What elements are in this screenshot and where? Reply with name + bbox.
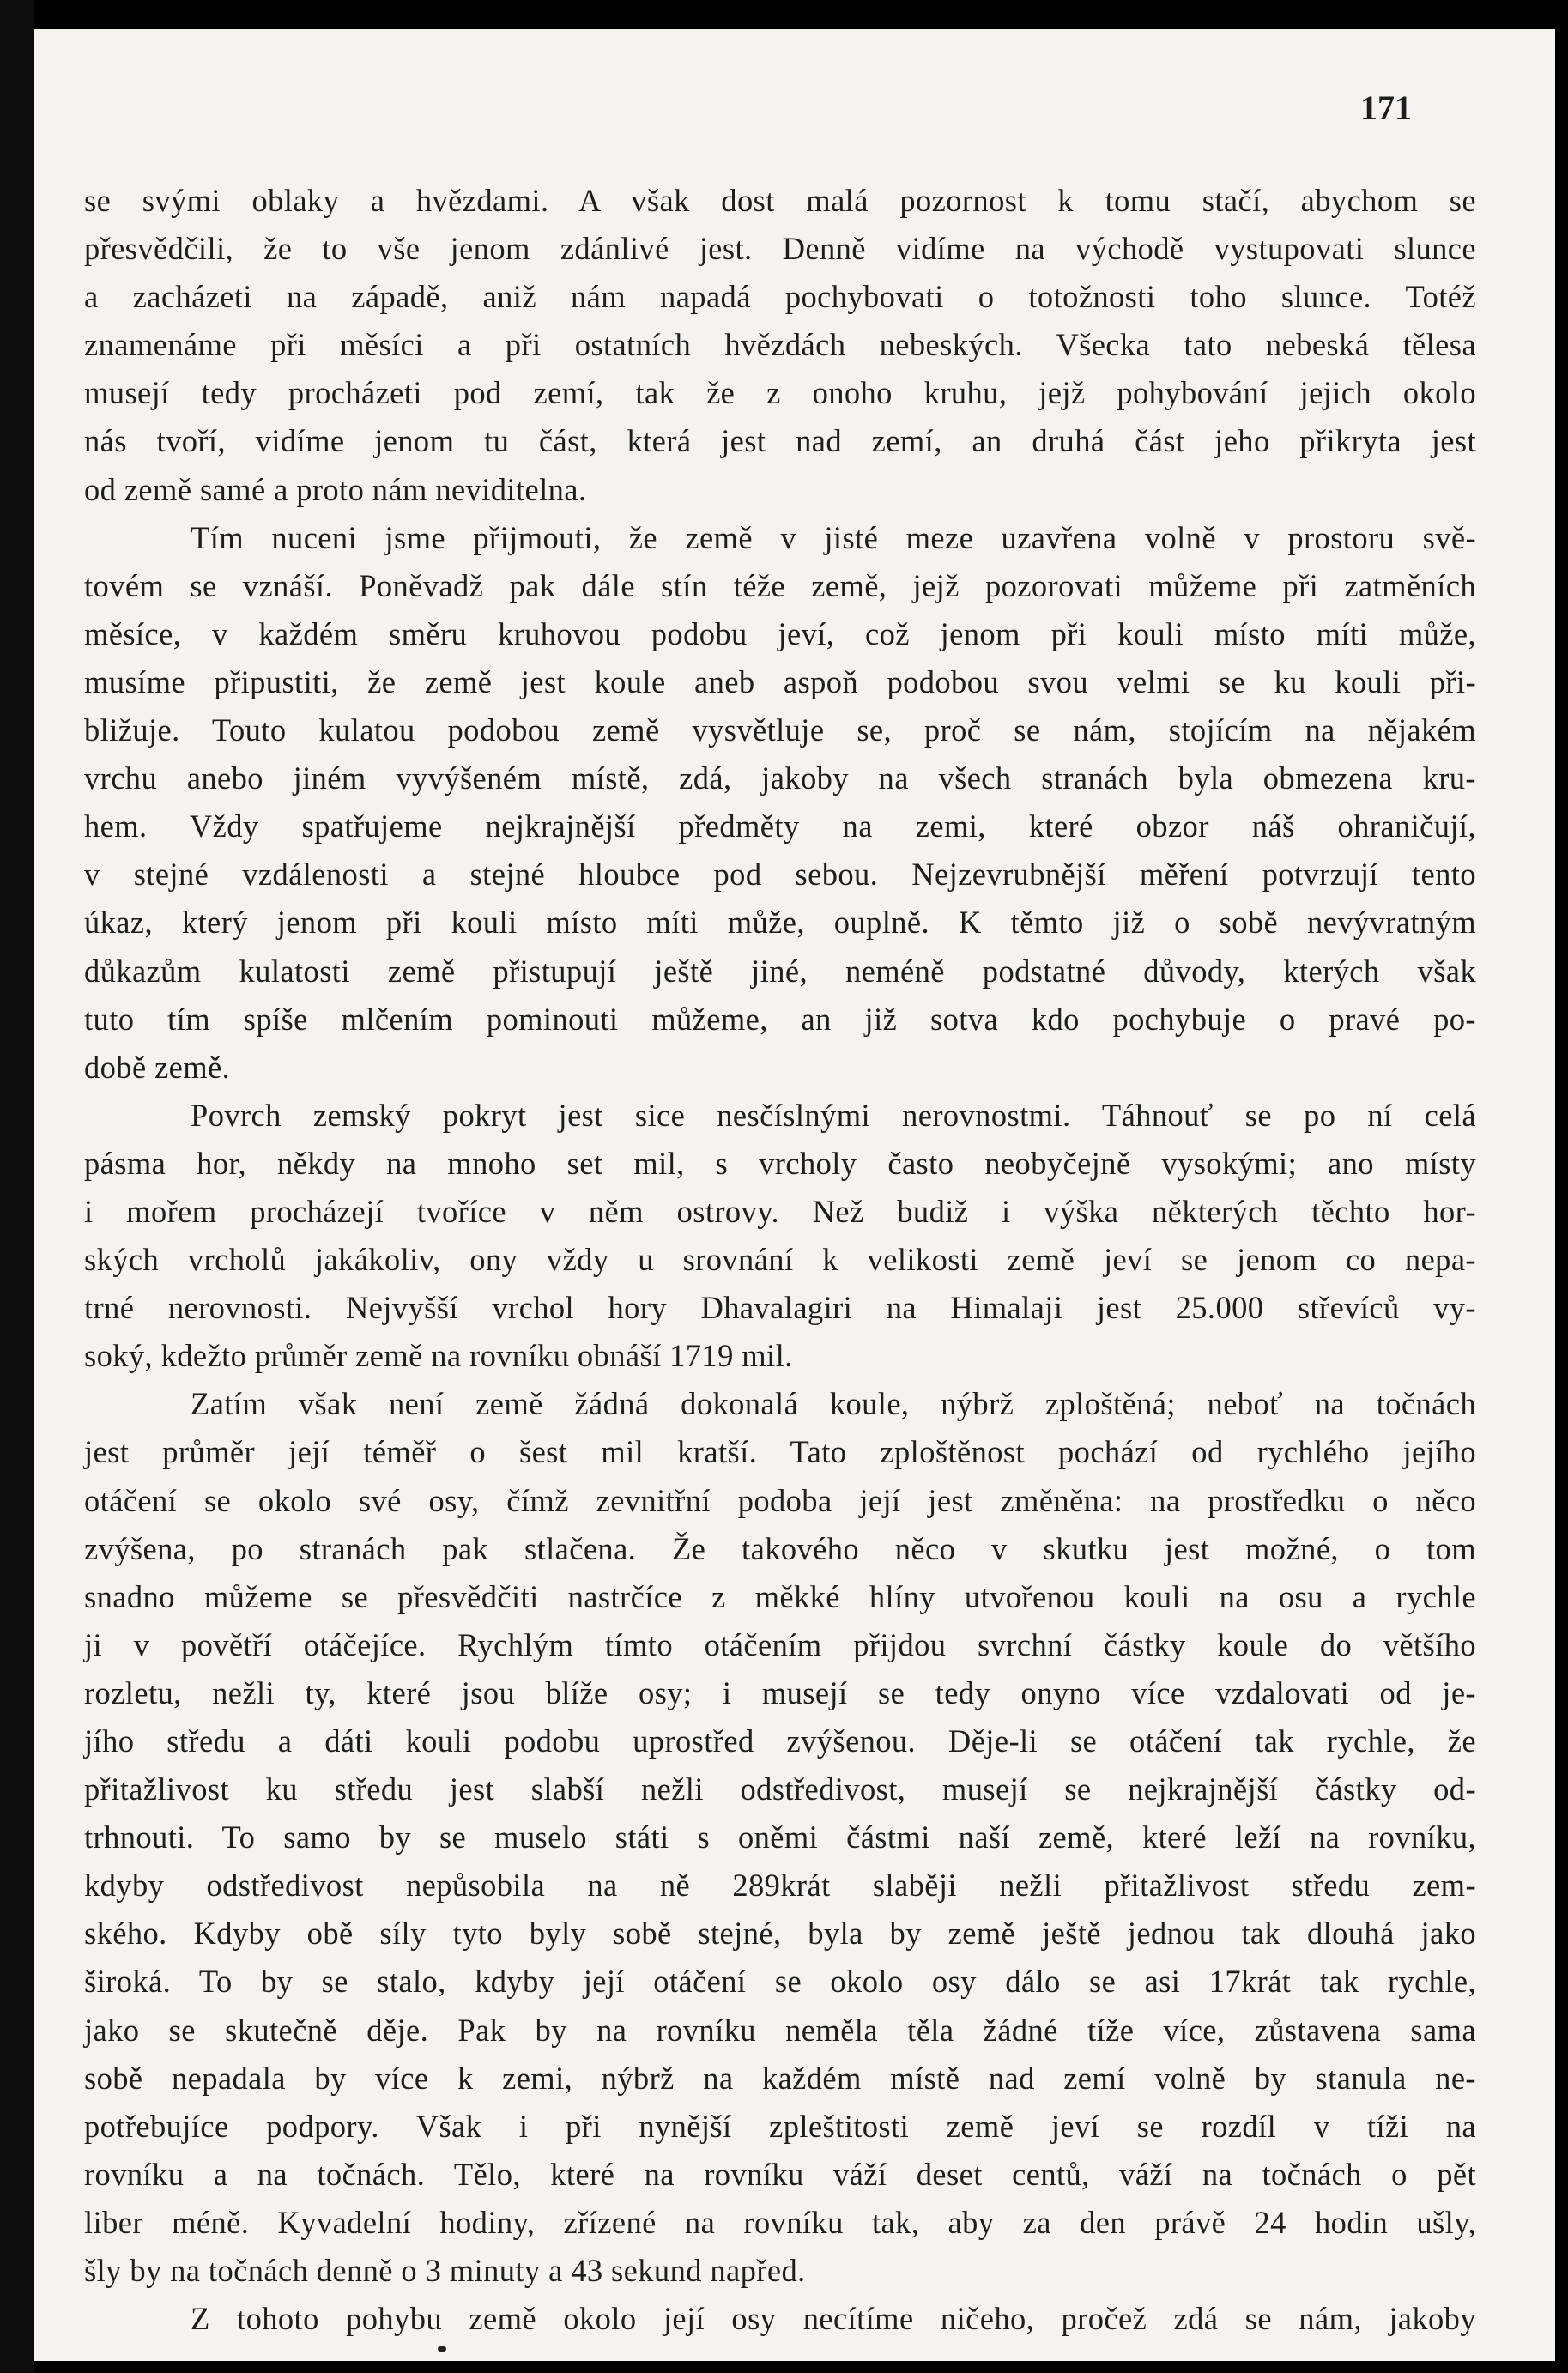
body-text [84, 177, 1476, 2343]
text-line: tovém se vznáší. Poněvadž pak dále stín téže země, jejž pozorovati můžeme při zatměních [84, 567, 1476, 603]
text-line: sobě nepadala by více k zemi, nýbrž na každém místě nad zemí volně by stanula ne- [84, 2060, 1476, 2096]
text-line: široká. To by se stalo, kdyby její otáčení se okolo osy dálo se asi 17krát tak rychle, [84, 1964, 1476, 2000]
page-number: 171 [1360, 88, 1412, 127]
text-line: otáčení se okolo své osy, čímž zevnitřní podoba její jest změněna: na prostředku o něco [84, 1482, 1476, 1518]
text-line: i mořem procházejí tvoříce v něm ostrovy. Než budiž i výška některých těchto hor- [84, 1193, 1476, 1229]
text-line: od země samé a proto nám neviditelna. [84, 471, 587, 507]
text-line: se svými oblaky a hvězdami. A však dost malá pozornost k tomu stačí, abychom se [84, 183, 1476, 218]
text-line: v stejné vzdálenosti a stejné hloubce pod sebou. Nejzevrubnější měření potvrzují tento [84, 857, 1476, 893]
text-line: přitažlivost ku středu jest slabší nežli odstředivost, musejí se nejkrajnější částky od- [84, 1771, 1476, 1807]
text-line: nás tvoří, vidíme jenom tu část, která jest nad zemí, an druhá část jeho přikryta jest [84, 423, 1476, 459]
text-line: ského. Kdyby obě síly tyto byly sobě stejné, byla by země ještě jednou tak dlouhá jako [84, 1916, 1476, 1952]
text-line: rovníku a na točnách. Tělo, které na rovníku váží deset centů, váží na točnách o pět [84, 2156, 1476, 2192]
text-line: ji v povětří otáčejíce. Rychlým tímto otáčením přijdou svrchní částky koule do většího [84, 1626, 1476, 1662]
text-line: zvýšena, po stranách pak stlačena. Že takového něco v skutku jest možné, o tom [84, 1530, 1476, 1566]
paragraph-start: Tím nuceni jsme přijmouti, že země v jisté meze uzavřena volně v prostoru svě- [191, 519, 1476, 555]
text-line: snadno můžeme se přesvědčiti nastrčíce z měkké hlíny utvořenou kouli na osu a rychle [84, 1578, 1476, 1614]
printer-mark [438, 2346, 446, 2352]
paragraph-start: Povrch zemský pokryt jest sice nesčíslnými nerovnostmi. Táhnouť se po ní celá [191, 1097, 1476, 1133]
text-line: musejí tedy procházeti pod zemí, tak že z onoho kruhu, jejž pohybování jejich okolo [84, 375, 1476, 411]
text-line: tuto tím spíše mlčením pominouti můžeme, an již sotva kdo pochybuje o pravé po- [84, 1001, 1476, 1037]
text-line: době země. [84, 1049, 231, 1085]
text-line: jího středu a dáti kouli podobu uprostřed zvýšenou. Děje-li se otáčení tak rychle, že [84, 1723, 1476, 1759]
text-line: potřebujíce podpory. Však i při nynější zpleštitosti země jeví se rozdíl v tíži na [84, 2108, 1476, 2144]
text-line: trhnouti. To samo by se muselo státi s oněmi částmi naší země, které leží na rovníku, [84, 1819, 1476, 1855]
text-line: rozletu, nežli ty, které jsou blíže osy; i musejí se tedy onyno více vzdalovati od je- [84, 1674, 1476, 1710]
text-line: přesvědčili, že to vše jenom zdánlivé jest. Denně vidíme na východě vystupovati slunce [84, 231, 1476, 267]
text-line: a zacházeti na západě, aniž nám napadá pochybovati o totožnosti toho slunce. Totéž [84, 279, 1476, 315]
text-line: znamenáme při měsíci a při ostatních hvězdách nebeských. Všecka tato nebeská tělesa [84, 327, 1476, 363]
text-line: liber méně. Kyvadelní hodiny, zřízené na rovníku tak, aby za den právě 24 hodin ušly, [84, 2204, 1476, 2240]
text-line: šly by na točnách denně o 3 minuty a 43 sekund napřed. [84, 2253, 806, 2289]
text-line: ských vrcholů jakákoliv, ony vždy u srovnání k velikosti země jeví se jenom co nepa- [84, 1242, 1476, 1278]
text-line: důkazům kulatosti země přistupují ještě jiné, neméně podstatné důvody, kterých však [84, 953, 1476, 989]
text-line: trné nerovnosti. Nejvyšší vrchol hory Dhavalagiri na Himalaji jest 25.000 střevíců vy- [84, 1290, 1476, 1326]
text-line: musíme připustiti, že země jest koule aneb aspoň podobou svou velmi se ku kouli při- [84, 663, 1476, 699]
text-line: hem. Vždy spatřujeme nejkrajnější předměty na zemi, které obzor náš ohraničují, [84, 808, 1476, 844]
scan-border [0, 0, 34, 2373]
text-line: jest průměr její téměř o šest mil kratší. Tato zploštěnost pochází od rychlého jejího [84, 1434, 1476, 1470]
text-line: úkaz, který jenom při kouli místo míti může, ouplně. K těmto již o sobě nevývratným [84, 905, 1476, 941]
text-line: vrchu anebo jiném vyvýšeném místě, zdá, jakoby na všech stranách byla obmezena kru- [84, 760, 1476, 796]
paragraph-start: Z tohoto pohybu země okolo její osy necítíme ničeho, pročež zdá se nám, jakoby [191, 2301, 1476, 2337]
paragraph-start: Zatím však není země žádná dokonalá koule, nýbrž zploštěná; neboť na točnách [191, 1386, 1476, 1422]
text-line: jako se skutečně děje. Pak by na rovníku neměla těla žádné tíže více, zůstavena sama [84, 2012, 1476, 2048]
text-line: bližuje. Touto kulatou podobou země vysvětluje se, proč se nám, stojícím na nějakém [84, 712, 1476, 748]
book-page [34, 29, 1555, 2361]
text-line: soký, kdežto průměr země na rovníku obnáší 1719 mil. [84, 1338, 793, 1374]
text-line: kdyby odstředivost nepůsobila na ně 289krát slaběji nežli přitažlivost středu zem- [84, 1868, 1476, 1904]
text-line: pásma hor, někdy na mnoho set mil, s vrcholy často neobyčejně vysokými; ano místy [84, 1145, 1476, 1181]
text-line: měsíce, v každém směru kruhovou podobu jeví, což jenom při kouli místo míti může, [84, 615, 1476, 651]
